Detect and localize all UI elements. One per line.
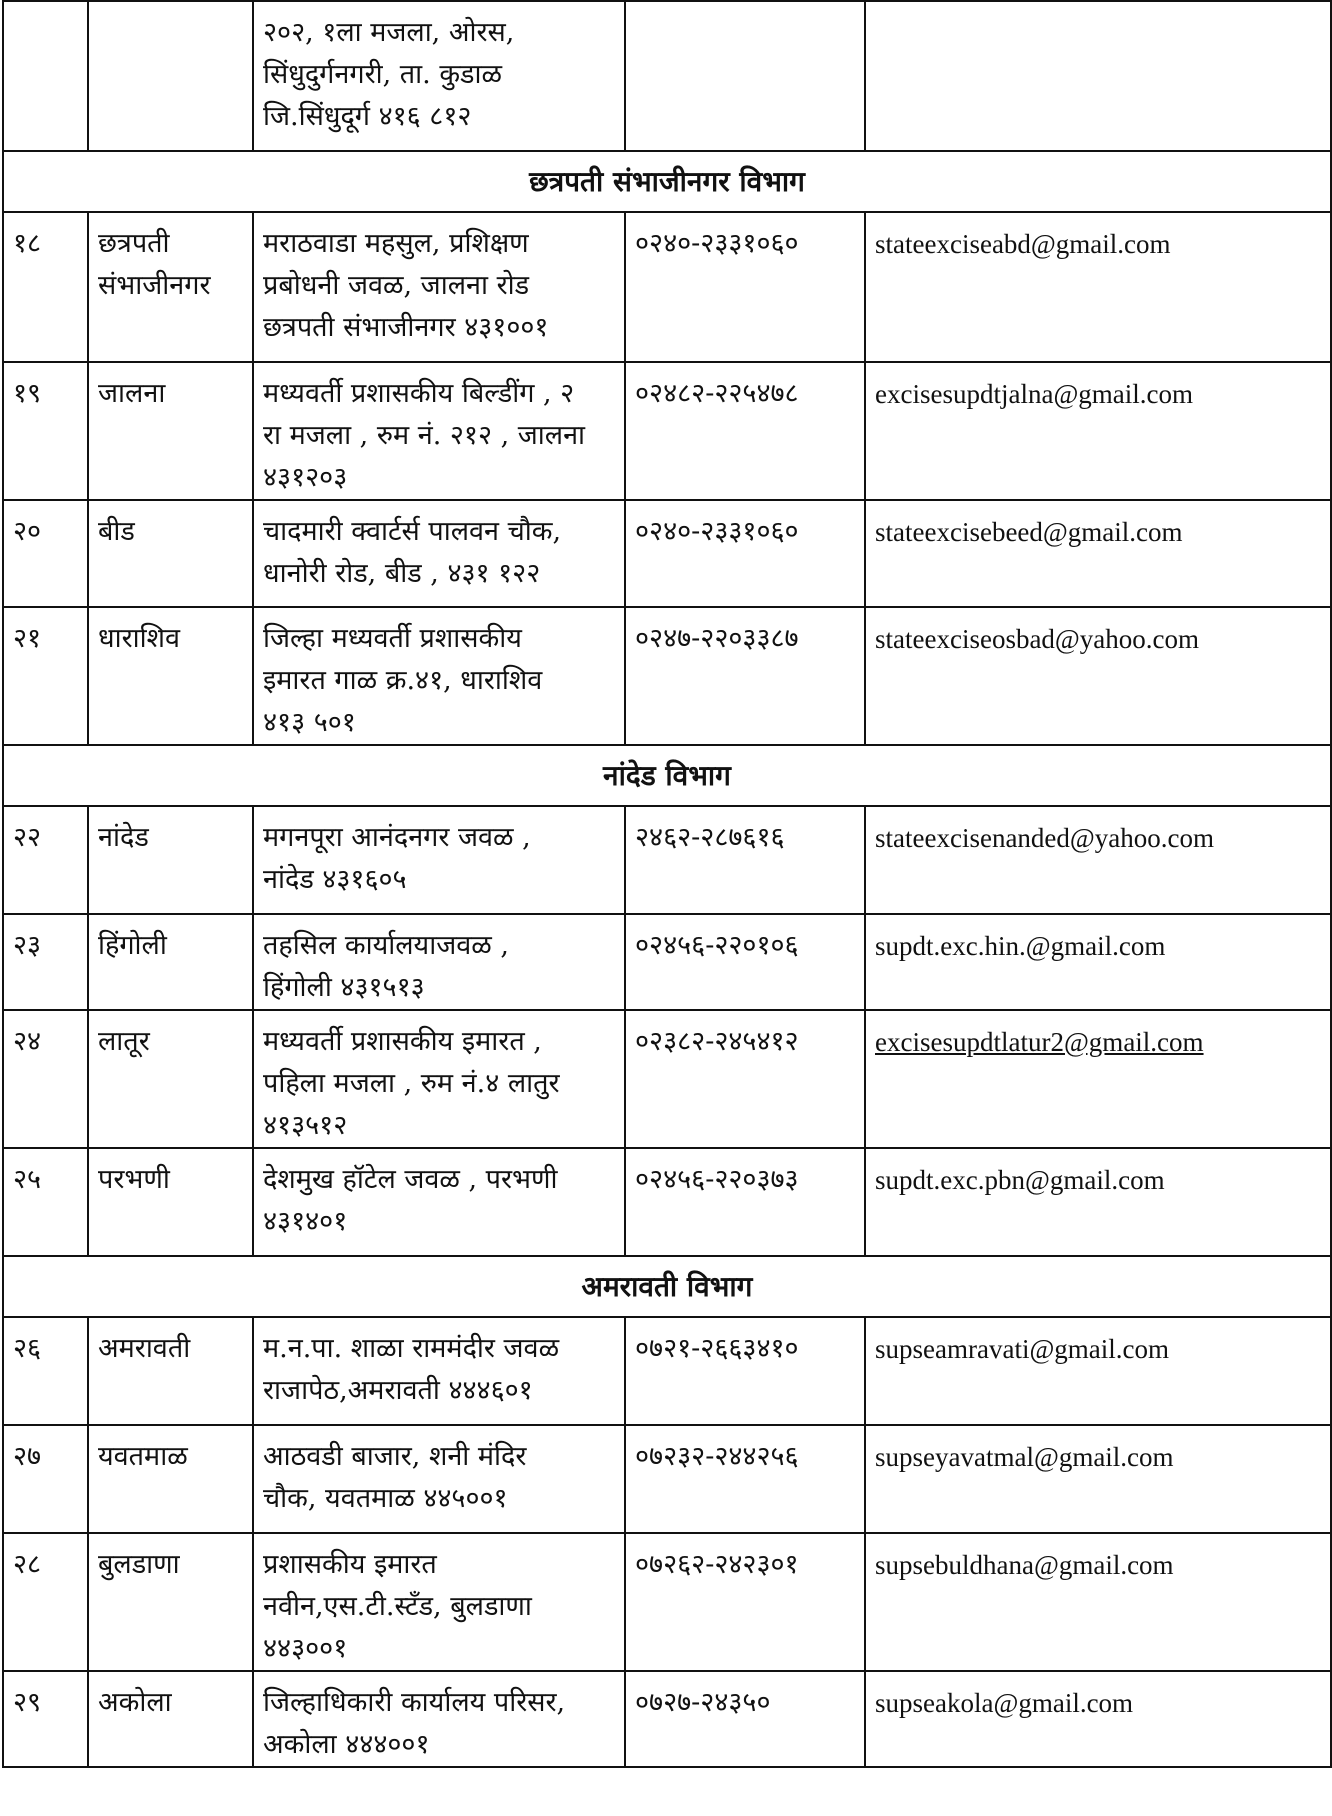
email-cell: supseakola@gmail.com [865,1671,1331,1767]
email-cell [865,1,1331,151]
phone-cell [625,1,865,151]
text-line: रा मजला , रुम नं. २१२ , जालना [263,420,586,451]
text-line: छत्रपती संभाजीनगर ४३१००१ [263,312,549,343]
phone-cell: ०२४०-२३३१०६० [625,212,865,362]
table-row [3,362,1331,500]
table-row [3,1148,1331,1256]
district-cell [88,607,253,745]
district-cell [88,212,253,362]
text-line: धानोरी रोड, बीड , ४३१ १२२ [263,558,541,589]
phone-cell: ०७२१-२६६३४१० [625,1317,865,1425]
address-cell [253,1010,625,1148]
text-line: इमारत गाळ क्र.४१, धाराशिव [263,665,543,696]
text-line: धाराशिव [98,623,180,654]
serial-number: २६ [3,1317,88,1425]
text-line: चादमारी क्वार्टर्स पालवन चौक, [263,516,562,547]
text-line: ४१३ ५०१ [263,707,356,738]
table-row [3,1317,1331,1425]
text-line: छत्रपती [98,228,170,259]
table-body [3,1,1331,1767]
serial-number: २४ [3,1010,88,1148]
text-line: ४४३००१ [263,1633,348,1664]
text-line: यवतमाळ [98,1441,188,1472]
phone-cell: ०२४५६-२२०३७३ [625,1148,865,1256]
email-cell: supseyavatmal@gmail.com [865,1425,1331,1533]
district-cell [88,362,253,500]
phone-cell: ०२४८२-२२५४७८ [625,362,865,500]
district-cell [88,1,253,151]
text-line: २०२, १ला मजला, ओरस, [263,17,515,48]
text-line: म.न.पा. शाळा राममंदीर जवळ [263,1333,560,1364]
text-line: नांदेड ४३१६०५ [263,864,407,895]
text-line: परभणी [98,1164,170,1195]
email-cell: stateexciseabd@gmail.com [865,212,1331,362]
email-cell: supsebuldhana@gmail.com [865,1533,1331,1671]
district-cell [88,500,253,607]
email-cell: supdt.exc.hin.@gmail.com [865,914,1331,1010]
section-header-row [3,745,1331,806]
address-cell [253,212,625,362]
email-cell [865,1010,1331,1148]
section-title: छत्रपती संभाजीनगर विभाग [3,151,1331,212]
text-line: संभाजीनगर [98,270,211,301]
email-cell: stateexcisebeed@gmail.com [865,500,1331,607]
text-line: मध्यवर्ती प्रशासकीय इमारत , [263,1026,542,1057]
email-cell: stateexcisenanded@yahoo.com [865,806,1331,914]
table-row [3,1,1331,151]
text-line: मराठवाडा महसुल, प्रशिक्षण [263,228,529,259]
text-line: नवीन,एस.टी.स्टँड, बुलडाणा [263,1591,532,1622]
table-row [3,1425,1331,1533]
address-cell [253,1,625,151]
text-line: आठवडी बाजार, शनी मंदिर [263,1441,527,1472]
address-cell [253,1317,625,1425]
text-line: चौक, यवतमाळ ४४५००१ [263,1483,508,1514]
phone-cell: ०७२६२-२४२३०१ [625,1533,865,1671]
text-line: जिल्हा मध्यवर्ती प्रशासकीय [263,623,522,654]
address-cell [253,607,625,745]
table-row [3,1671,1331,1767]
table-row [3,607,1331,745]
text-line: जि.सिंधुदूर्ग ४१६ ८१२ [263,101,472,132]
text-line: सिंधुदुर्गनगरी, ता. कुडाळ [263,59,503,90]
table-row [3,500,1331,607]
phone-cell: ०२३८२-२४५४१२ [625,1010,865,1148]
section-title: अमरावती विभाग [3,1256,1331,1317]
district-cell [88,1425,253,1533]
text-line: मगनपूरा आनंदनगर जवळ , [263,822,531,853]
district-cell [88,1671,253,1767]
text-line: अकोला [98,1687,172,1718]
district-cell [88,914,253,1010]
text-line: प्रशासकीय इमारत [263,1549,437,1580]
email-cell: supdt.exc.pbn@gmail.com [865,1148,1331,1256]
table-row [3,1010,1331,1148]
text-line: देशमुख हॉटेल जवळ , परभणी [263,1164,558,1195]
address-cell [253,1425,625,1533]
text-line: जिल्हाधिकारी कार्यालय परिसर, [263,1687,566,1718]
phone-cell: २४६२-२८७६१६ [625,806,865,914]
section-header-row [3,1256,1331,1317]
email-cell: stateexciseosbad@yahoo.com [865,607,1331,745]
text-line: राजापेठ,अमरावती ४४४६०१ [263,1375,533,1406]
serial-number [3,1,88,151]
email-cell: excisesupdtjalna@gmail.com [865,362,1331,500]
table-row [3,1533,1331,1671]
text-line: नांदेड [98,822,149,853]
text-line: ४३१४०१ [263,1206,348,1237]
text-line: ४३१२०३ [263,462,348,493]
text-line: अमरावती [98,1333,191,1364]
text-line: जालना [98,378,166,409]
address-cell [253,500,625,607]
serial-number: २२ [3,806,88,914]
serial-number: २३ [3,914,88,1010]
address-cell [253,1148,625,1256]
text-line: प्रबोधनी जवळ, जालना रोड [263,270,530,301]
serial-number: २७ [3,1425,88,1533]
serial-number: १८ [3,212,88,362]
section-title: नांदेड विभाग [3,745,1331,806]
phone-cell: ०७२७-२४३५० [625,1671,865,1767]
table-row [3,212,1331,362]
text-line: अकोला ४४४००१ [263,1729,430,1760]
serial-number: २५ [3,1148,88,1256]
serial-number: २० [3,500,88,607]
address-cell [253,362,625,500]
serial-number: २८ [3,1533,88,1671]
text-line: लातूर [98,1026,150,1057]
address-cell [253,1533,625,1671]
serial-number: २१ [3,607,88,745]
text-line: बीड [98,516,135,547]
table-row [3,914,1331,1010]
table-row [3,806,1331,914]
phone-cell: ०२४५६-२२०१०६ [625,914,865,1010]
phone-cell: ०७२३२-२४४२५६ [625,1425,865,1533]
phone-cell: ०२४०-२३३१०६० [625,500,865,607]
serial-number: १९ [3,362,88,500]
text-line: मध्यवर्ती प्रशासकीय बिल्डींग , २ [263,378,575,409]
address-cell [253,914,625,1010]
district-cell [88,806,253,914]
text-line: हिंगोली ४३१५१३ [263,972,425,1003]
office-directory-table [2,0,1332,1768]
text-line: बुलडाणा [98,1549,180,1580]
address-cell [253,806,625,914]
district-cell [88,1317,253,1425]
address-cell [253,1671,625,1767]
text-line: ४१३५१२ [263,1110,348,1141]
district-cell [88,1533,253,1671]
district-cell [88,1010,253,1148]
serial-number: २९ [3,1671,88,1767]
text-line: पहिला मजला , रुम नं.४ लातुर [263,1068,560,1099]
district-cell [88,1148,253,1256]
email-cell: supseamravati@gmail.com [865,1317,1331,1425]
text-line: तहसिल कार्यालयाजवळ , [263,930,509,961]
email-link[interactable]: excisesupdtlatur2@gmail.com [875,1027,1204,1057]
section-header-row [3,151,1331,212]
phone-cell: ०२४७-२२०३३८७ [625,607,865,745]
text-line: हिंगोली [98,930,167,961]
